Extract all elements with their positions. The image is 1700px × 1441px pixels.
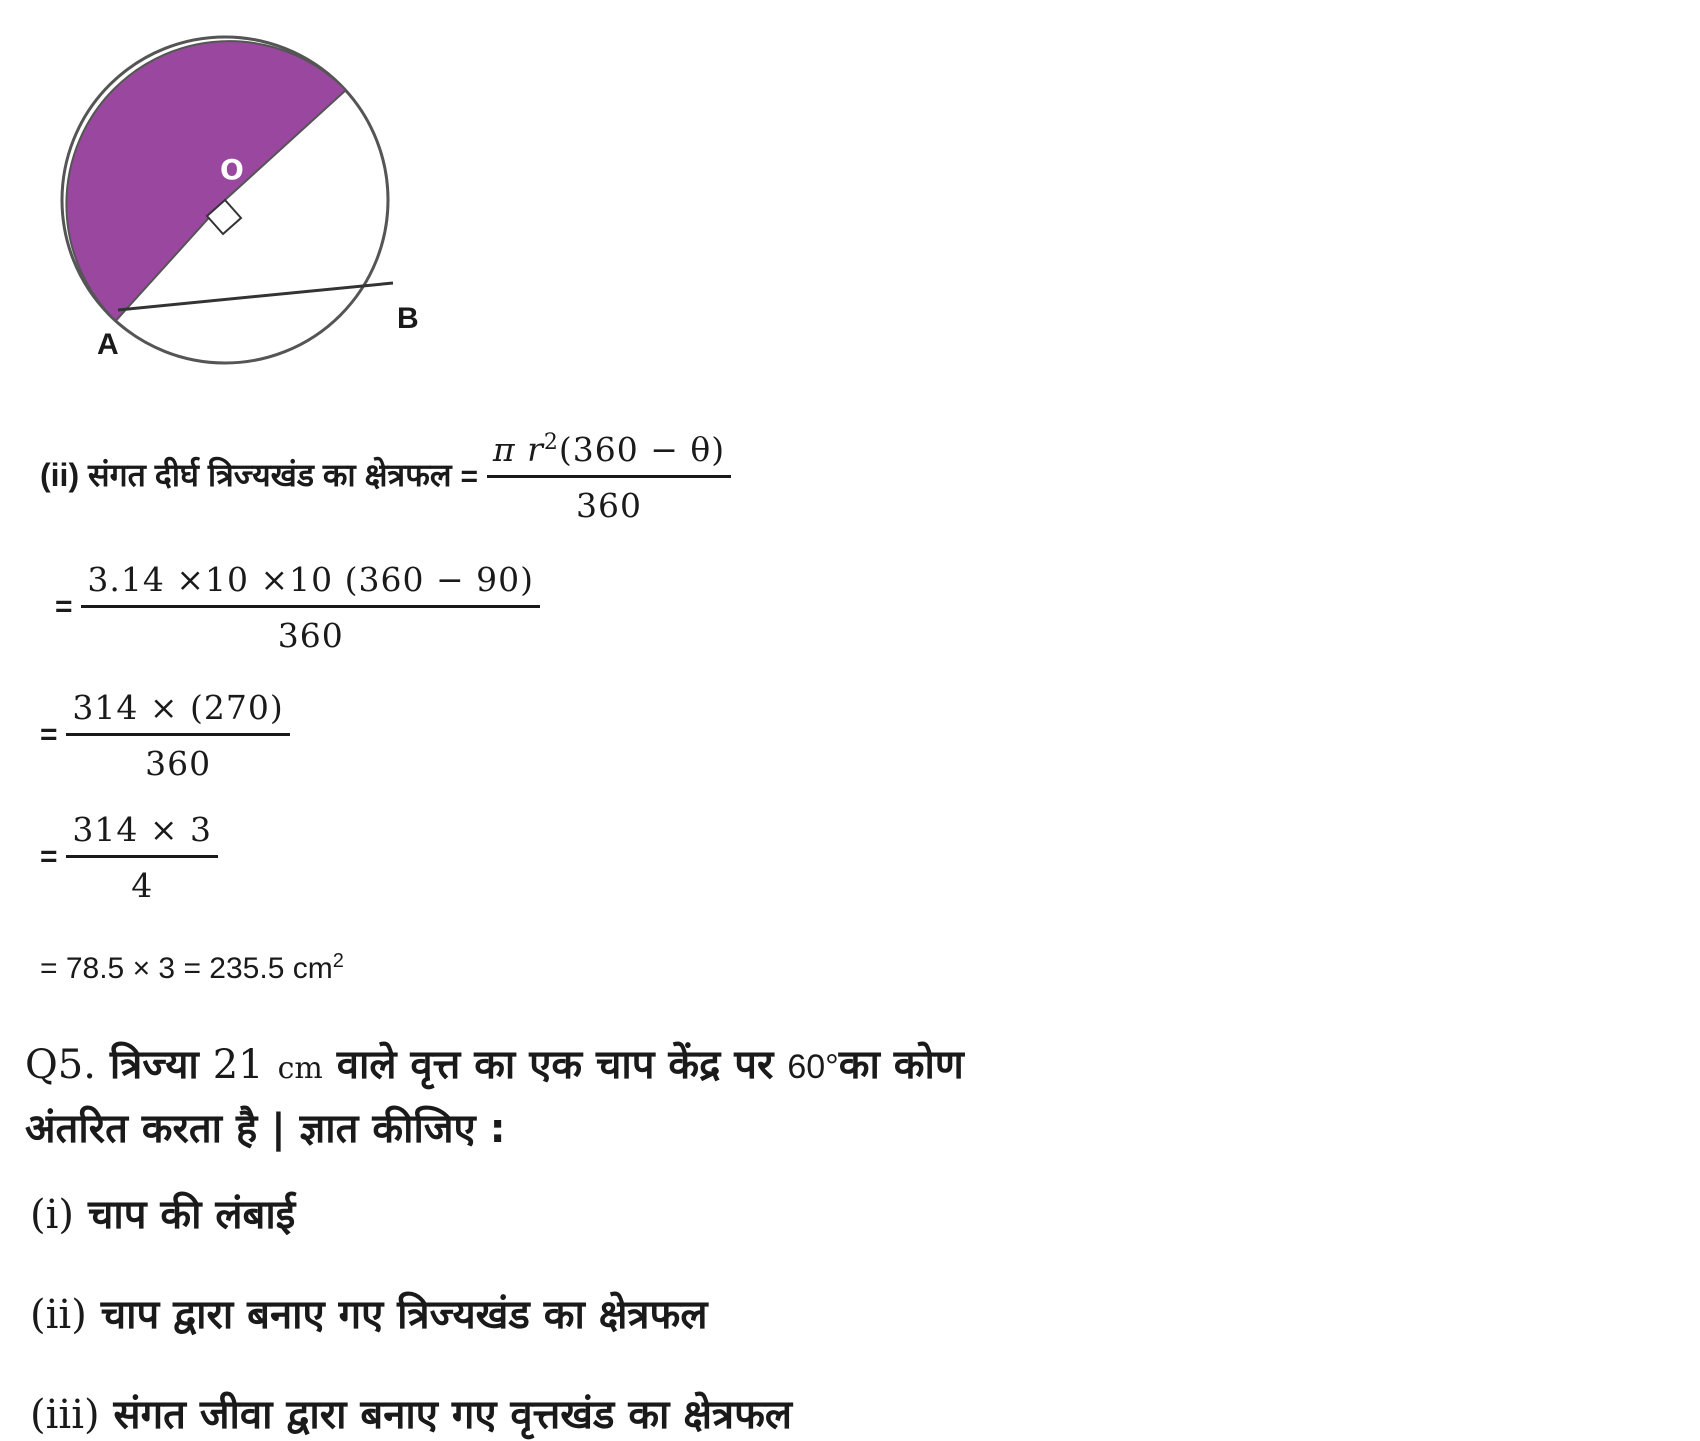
item-text: चाप की लंबाई xyxy=(87,1192,296,1238)
step-1 xyxy=(55,560,540,655)
radius-value: 21 xyxy=(212,1042,264,1088)
formula-numerator xyxy=(487,430,731,478)
result-text: = 78.5 × 3 = 235.5 cm xyxy=(40,952,333,985)
center-label: O xyxy=(220,153,244,186)
formula-line xyxy=(40,430,731,525)
result-exponent: 2 xyxy=(332,950,344,972)
r-symbol: r xyxy=(527,430,544,469)
step-1-denominator: 360 xyxy=(277,616,344,655)
step-2-fraction xyxy=(66,688,289,783)
point-b-label: B xyxy=(397,302,419,335)
question-line-1 xyxy=(25,1035,964,1099)
list-item xyxy=(30,1185,295,1240)
question-line-2: अंतरित करता है | ज्ञात कीजिए : xyxy=(25,1106,506,1152)
question-text-a: त्रिज्या xyxy=(109,1042,199,1088)
step-1-numerator: 3.14 ×10 ×10 (360 − 90) xyxy=(81,560,540,608)
step-2 xyxy=(40,688,290,783)
item-label: (iii) xyxy=(30,1392,100,1438)
list-item xyxy=(30,1285,707,1340)
formula-denominator: 360 xyxy=(576,486,643,525)
step-2-denominator: 360 xyxy=(145,744,212,783)
question-text-c: का कोण xyxy=(838,1042,964,1088)
item-text: संगत जीवा द्वारा बनाए गए वृत्तखंड का क्षेत्रफल xyxy=(113,1392,793,1438)
formula-rest: (360 − θ) xyxy=(558,430,726,469)
pi-symbol: π xyxy=(492,430,516,469)
question-label: Q5. xyxy=(25,1042,96,1088)
step-3-fraction xyxy=(66,810,218,905)
result-line xyxy=(40,950,344,986)
formula-fraction xyxy=(487,430,731,525)
step-3-denominator: 4 xyxy=(131,866,154,905)
radius-unit: cm xyxy=(277,1051,323,1086)
equals-sign: = xyxy=(40,839,58,873)
step-3 xyxy=(40,810,218,905)
item-text: चाप द्वारा बनाए गए त्रिज्यखंड का क्षेत्रफल xyxy=(100,1292,708,1338)
r-exponent: 2 xyxy=(543,430,559,455)
question-5 xyxy=(25,1035,964,1159)
equals-sign: = xyxy=(55,589,73,623)
item-label: (i) xyxy=(30,1192,75,1238)
step-2-numerator: 314 × (270) xyxy=(66,688,289,736)
question-text-b: वाले वृत्त का एक चाप केंद्र पर xyxy=(336,1042,774,1088)
step-1-fraction xyxy=(81,560,540,655)
radius-label: 10 cm xyxy=(255,188,357,223)
point-a-label: A xyxy=(97,328,119,361)
item-label: (ii) xyxy=(30,1292,87,1338)
angle-value: 60° xyxy=(787,1048,839,1086)
list-item xyxy=(30,1385,792,1440)
part-text: संगत दीर्घ त्रिज्यखंड का क्षेत्रफल xyxy=(87,456,452,493)
equals-sign: = xyxy=(40,717,58,751)
circle-figure xyxy=(55,10,435,390)
equals-sign: = xyxy=(460,459,479,493)
part-label: (ii) xyxy=(40,456,80,493)
step-3-numerator: 314 × 3 xyxy=(66,810,218,858)
